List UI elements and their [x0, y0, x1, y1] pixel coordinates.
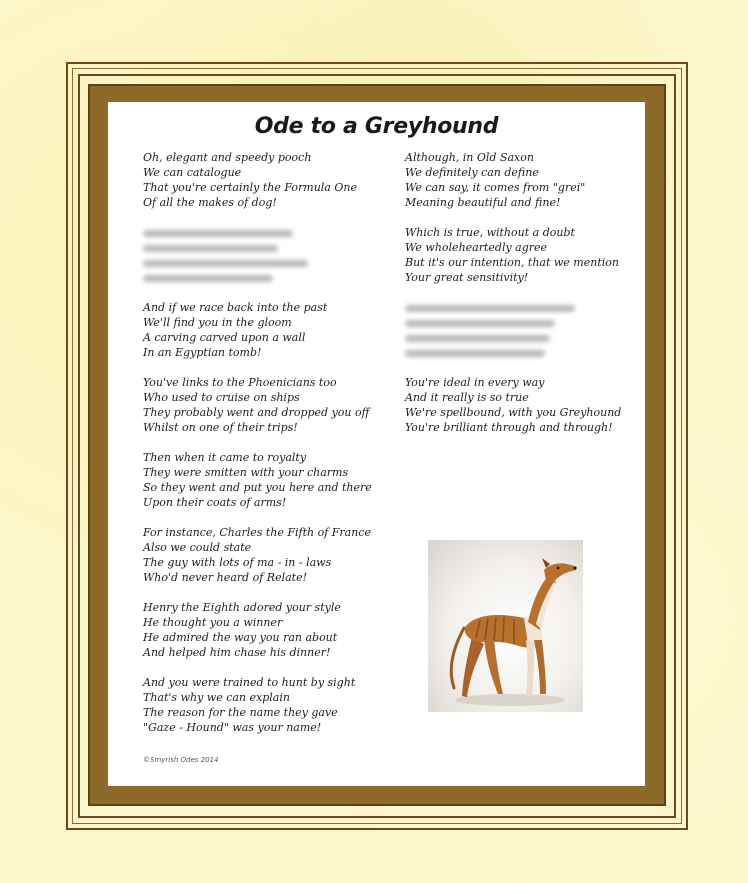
poem-line: Although, in Old Saxon — [405, 151, 534, 164]
poem-line: And you were trained to hunt by sight — [143, 676, 356, 689]
stanza — [143, 675, 403, 735]
poem-column-left — [143, 150, 403, 750]
blurred-stanza — [143, 225, 403, 285]
blurred-line — [405, 300, 665, 315]
poem-line: Meaning beautiful and fine! — [405, 196, 561, 209]
poem-line: Upon their coats of arms! — [143, 496, 287, 509]
poem-line: You've links to the Phoenicians too — [143, 376, 337, 389]
poem-line: The reason for the name they gave — [143, 706, 338, 719]
blurred-line — [143, 270, 403, 285]
poem-column-right — [405, 150, 665, 450]
greyhound-icon — [428, 540, 583, 712]
poem-line: That you're certainly the Formula One — [143, 181, 357, 194]
poem-line: Oh, elegant and speedy pooch — [143, 151, 312, 164]
poem-line: But it's our intention, that we mention — [405, 256, 619, 269]
stanza — [143, 525, 403, 585]
stanza — [143, 450, 403, 510]
stanza — [405, 375, 665, 435]
greyhound-illustration — [428, 540, 583, 712]
poem-line: Henry the Eighth adored your style — [143, 601, 341, 614]
poem-line: We wholeheartedly agree — [405, 241, 548, 254]
poem-line: Also we could state — [143, 541, 252, 554]
blurred-line — [405, 315, 665, 330]
poem-line: He admired the way you ran about — [143, 631, 338, 644]
poem-line: You're brilliant through and through! — [405, 421, 613, 434]
blurred-line — [143, 225, 403, 240]
poem-line: The guy with lots of ma - in - laws — [143, 556, 332, 569]
poem-line: Your great sensitivity! — [405, 271, 529, 284]
poem-line: He thought you a winner — [143, 616, 283, 629]
stanza — [143, 300, 403, 360]
poem-line: Of all the makes of dog! — [143, 196, 277, 209]
stanza — [143, 600, 403, 660]
poem-line: And it really is so true — [405, 391, 529, 404]
poem-line: Who used to cruise on ships — [143, 391, 300, 404]
poem-line: They probably went and dropped you off — [143, 406, 370, 419]
poem-paper — [108, 102, 645, 786]
copyright-notice: ©Smyrish Odes 2014 — [143, 756, 219, 764]
poem-line: We're spellbound, with you Greyhound — [405, 406, 622, 419]
stanza — [405, 225, 665, 285]
poem-line: Then when it came to royalty — [143, 451, 307, 464]
poem-line: Who'd never heard of Relate! — [143, 571, 308, 584]
poem-title: Ode to a Greyhound — [254, 114, 499, 139]
poem-line: And if we race back into the past — [143, 301, 328, 314]
poem-line: For instance, Charles the Fifth of France — [143, 526, 371, 539]
poem-line: In an Egyptian tomb! — [143, 346, 262, 359]
poem-line: A carving carved upon a wall — [143, 331, 306, 344]
poem-line: We'll find you in the gloom — [143, 316, 292, 329]
poem-line: They were smitten with your charms — [143, 466, 349, 479]
stanza — [143, 375, 403, 435]
poem-line: So they went and put you here and there — [143, 481, 372, 494]
stanza — [143, 150, 403, 210]
poem-line: That's why we can explain — [143, 691, 290, 704]
poem-line: Whilst on one of their trips! — [143, 421, 298, 434]
poem-line: And helped him chase his dinner! — [143, 646, 331, 659]
poem-line: We definitely can define — [405, 166, 539, 179]
poem-line: We can catalogue — [143, 166, 242, 179]
blurred-stanza — [405, 300, 665, 360]
poem-line: You're ideal in every way — [405, 376, 545, 389]
blurred-line — [405, 330, 665, 345]
poem-line: We can say, it comes from "grei" — [405, 181, 586, 194]
poem-line: Which is true, without a doubt — [405, 226, 575, 239]
poem-line: "Gaze - Hound" was your name! — [143, 721, 322, 734]
blurred-line — [143, 255, 403, 270]
blurred-line — [405, 345, 665, 360]
stanza — [405, 150, 665, 210]
blurred-line — [143, 240, 403, 255]
